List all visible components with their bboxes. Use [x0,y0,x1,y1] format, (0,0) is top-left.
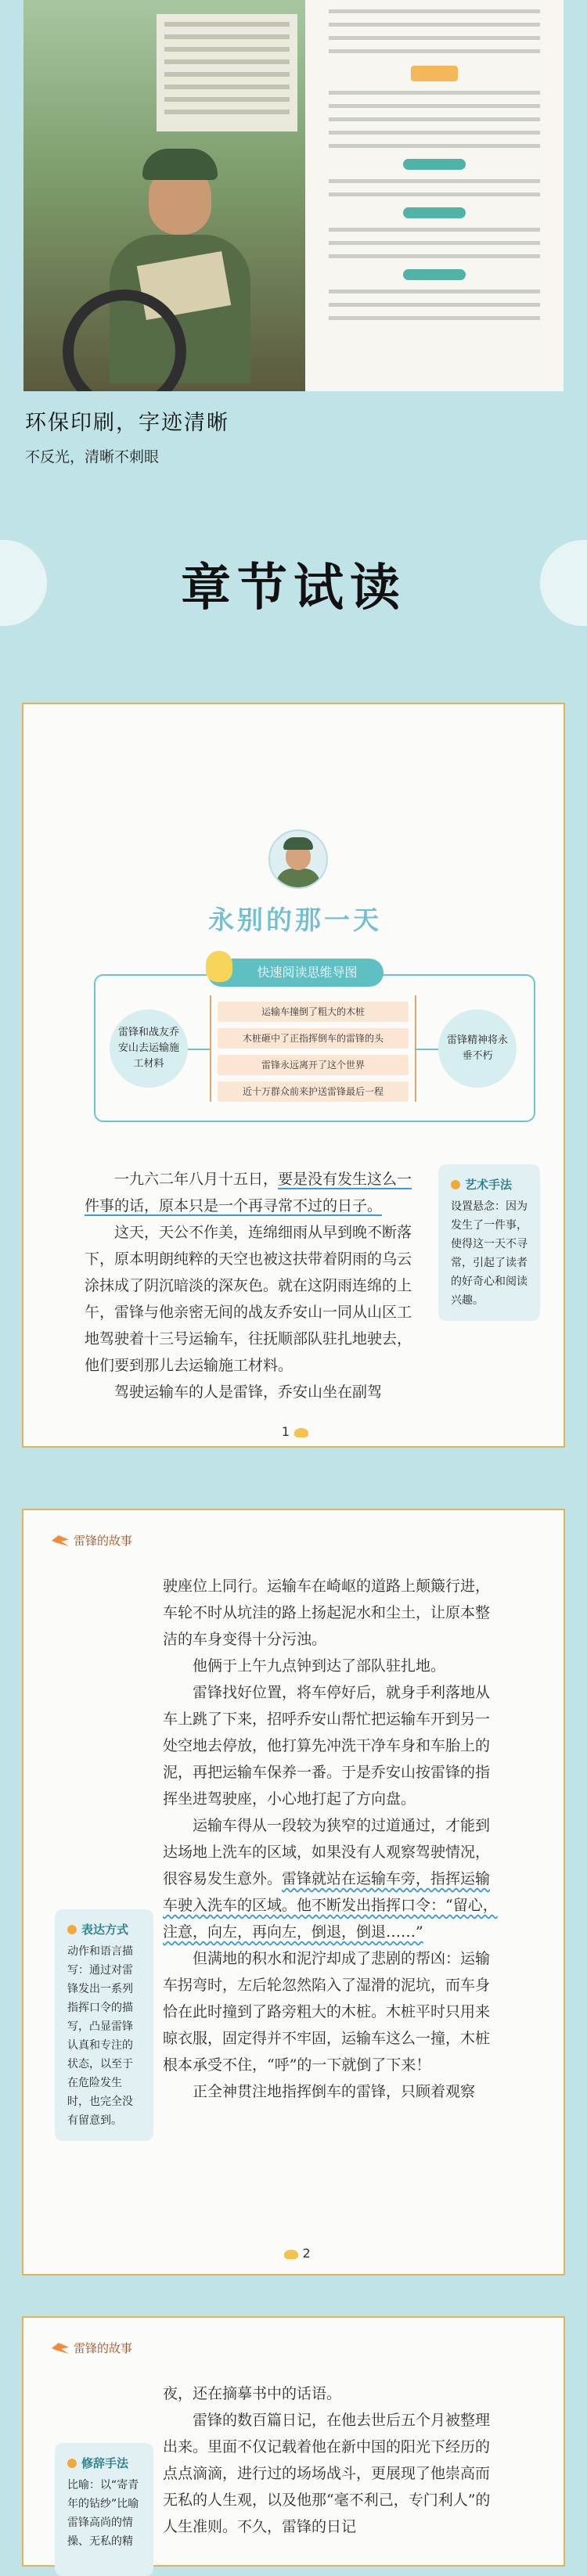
page-number [23,1424,567,1439]
mind-map-step: 近十万群众前来护送雷锋最后一程 [218,1081,409,1102]
butterfly-icon [284,2250,298,2259]
sample-page-1 [22,703,565,1448]
chapter-body-text [163,2380,504,2540]
running-header-text: 雷锋的故事 [74,1534,133,1548]
section-chip [403,159,466,170]
underlined-text: 要是没有发生这么一件事的话，原本只是一个再寻常不过的日子。 [85,1171,412,1214]
paragraph [85,1166,426,1219]
chapter-body-text [85,1166,426,1405]
mind-map-start-node: 雷锋和战友乔安山去运输施工材料 [110,1009,188,1088]
sample-page-3 [22,2316,565,2567]
butterfly-icon [294,1428,308,1437]
paragraph: 他俩于上午九点钟到达了部队驻扎地。 [193,1657,446,1675]
paragraph: 正全神贯注地指挥倒车的雷锋，只顾着观察 [193,2083,476,2100]
mind-map-step: 运输车撞倒了粗大的木桩 [218,1002,409,1022]
annotation-box [55,1909,153,2141]
section-title: 章节试读 [181,559,406,617]
running-header [52,1532,132,1549]
leifeng-avatar [268,829,328,889]
chapter-title: 永别的那一天 [208,905,382,935]
text-span: 运输车得从一段较为狭窄的过道通过，才能到达场地上洗车的区域，如果没有人观察驾驶情况，很容易发生意外。 [163,1817,491,1887]
mind-map-step: 木桩砸中了正指挥倒车的雷锋的头 [218,1028,409,1049]
page-number-text: 1 [281,1424,290,1439]
annotation-box [55,2443,153,2576]
page-number [23,2246,567,2261]
chick-icon [206,951,232,982]
page-number-text: 2 [302,2246,311,2261]
caption-subtitle: 不反光，清晰不刺眼 [25,448,160,466]
text-span: 一九六二年八月十五日， [114,1171,279,1188]
paragraph: 这天，天公不作美，连绵细雨从早到晚不断落下，原本明朗纯粹的天空也被这扶带着阴雨的乌云涂抹成了阴沉暗淡的深灰色。就在这阴雨连绵的上午，雷锋与他亲密无间的战友乔安山一同从山区工地驾驶着十三号运输车，往抚顺部队驻扎地驶去，他们要到那儿去运输施工材料。 [85,1224,412,1374]
paragraph: 雷锋的数百篇日记，在他去世后五个月被整理出来。里面不仅记载着他在新中国的阳光下经历的点点滴滴，进行过的场场战斗，更展现了他崇高而无私的人生观，以及他那“毫不利己，专门利人”的人生准则。不久，雷锋的日记 [163,2412,491,2535]
photo-caption [25,405,229,466]
mind-map-heading-text: 快速阅读思维导图 [257,965,358,980]
annotation-box [438,1164,540,1321]
paragraph [163,1812,504,1945]
left-page-text-block [157,14,297,131]
annotation-title: 表达方式 [67,1920,128,1939]
book-photo [23,0,564,391]
paragraph: 驾驶运输车的人是雷锋，乔安山坐在副驾 [114,1383,383,1401]
mind-map-step: 雷锋永远离开了这个世界 [218,1055,409,1075]
connector [188,1049,211,1050]
annotation-text: 设置悬念：因为发生了一件事，使得这一天不寻常，引起了读者的好奇心和阅读兴趣。 [451,1200,528,1307]
annotation-text: 比喻：以“寄青年的钻纱”比喻雷锋高尚的情操、无私的精 [67,2479,139,2548]
chapter-body-text [163,1573,504,2105]
section-tag [411,66,458,81]
annotation-text: 动作和语言描写：通过对雷锋发出一系列指挥口令的描写，凸显雷锋认真和专注的状态，以至于在危险发生时，也完全没有留意到。 [67,1945,133,2127]
connector [415,1049,438,1050]
annotation-title: 修辞手法 [67,2454,128,2473]
shooting-star-icon [52,1535,69,1546]
caption-title: 环保印刷，字迹清晰 [25,411,229,435]
mind-map-heading [207,959,384,987]
annotation-title: 艺术手法 [451,1175,512,1194]
soldier-illustration [94,149,258,383]
paragraph: 但满地的积水和泥泞却成了悲剧的帮凶：运输车拐弯时，左后轮忽然陷入了湿滑的泥坑，而车身恰在此时撞到了路旁粗大的木桩。木桩平时只用来晾衣服，固定得并不牢固，运输车这么一撞，木桩根本承受不住，“呼”的一下就倒了下来！ [163,1950,491,2074]
wavy-underlined-text: 雷锋就站在运输车旁，指挥运输车驶入洗车的区域。他不断发出指挥口令：“留心，注意，向左，再向左，倒退，倒退……” [163,1870,498,1941]
connector [210,995,211,1102]
running-header-text: 雷锋的故事 [74,2341,133,2355]
running-header [52,2340,132,2356]
shooting-star-icon [52,2343,69,2354]
section-chip [403,207,466,218]
sample-page-2 [22,1509,565,2276]
paragraph: 驶座位上同行。运输车在崎岖的道路上颠簸行进，车轮不时从坑洼的路上扬起泥水和尘土，让原本整洁的车身变得十分污浊。 [163,1578,491,1648]
illustrated-left-page [23,0,305,391]
section-chip [403,269,466,280]
paragraph: 夜，还在摘摹书中的话语。 [163,2385,342,2402]
mind-map-end-node: 雷锋精神将永垂不朽 [438,1009,517,1088]
text-right-page [305,0,564,391]
paragraph: 雷锋找好位置，将车停好后，就身手利落地从车上跳了下来，招呼乔安山帮忙把运输车开到另一处空地去停放，他打算先冲洗干净车身和车胎上的泥，再把运输车保养一番。于是乔安山按雷锋的指挥坐进驾驶座，小心地打起了方向盘。 [163,1684,491,1808]
